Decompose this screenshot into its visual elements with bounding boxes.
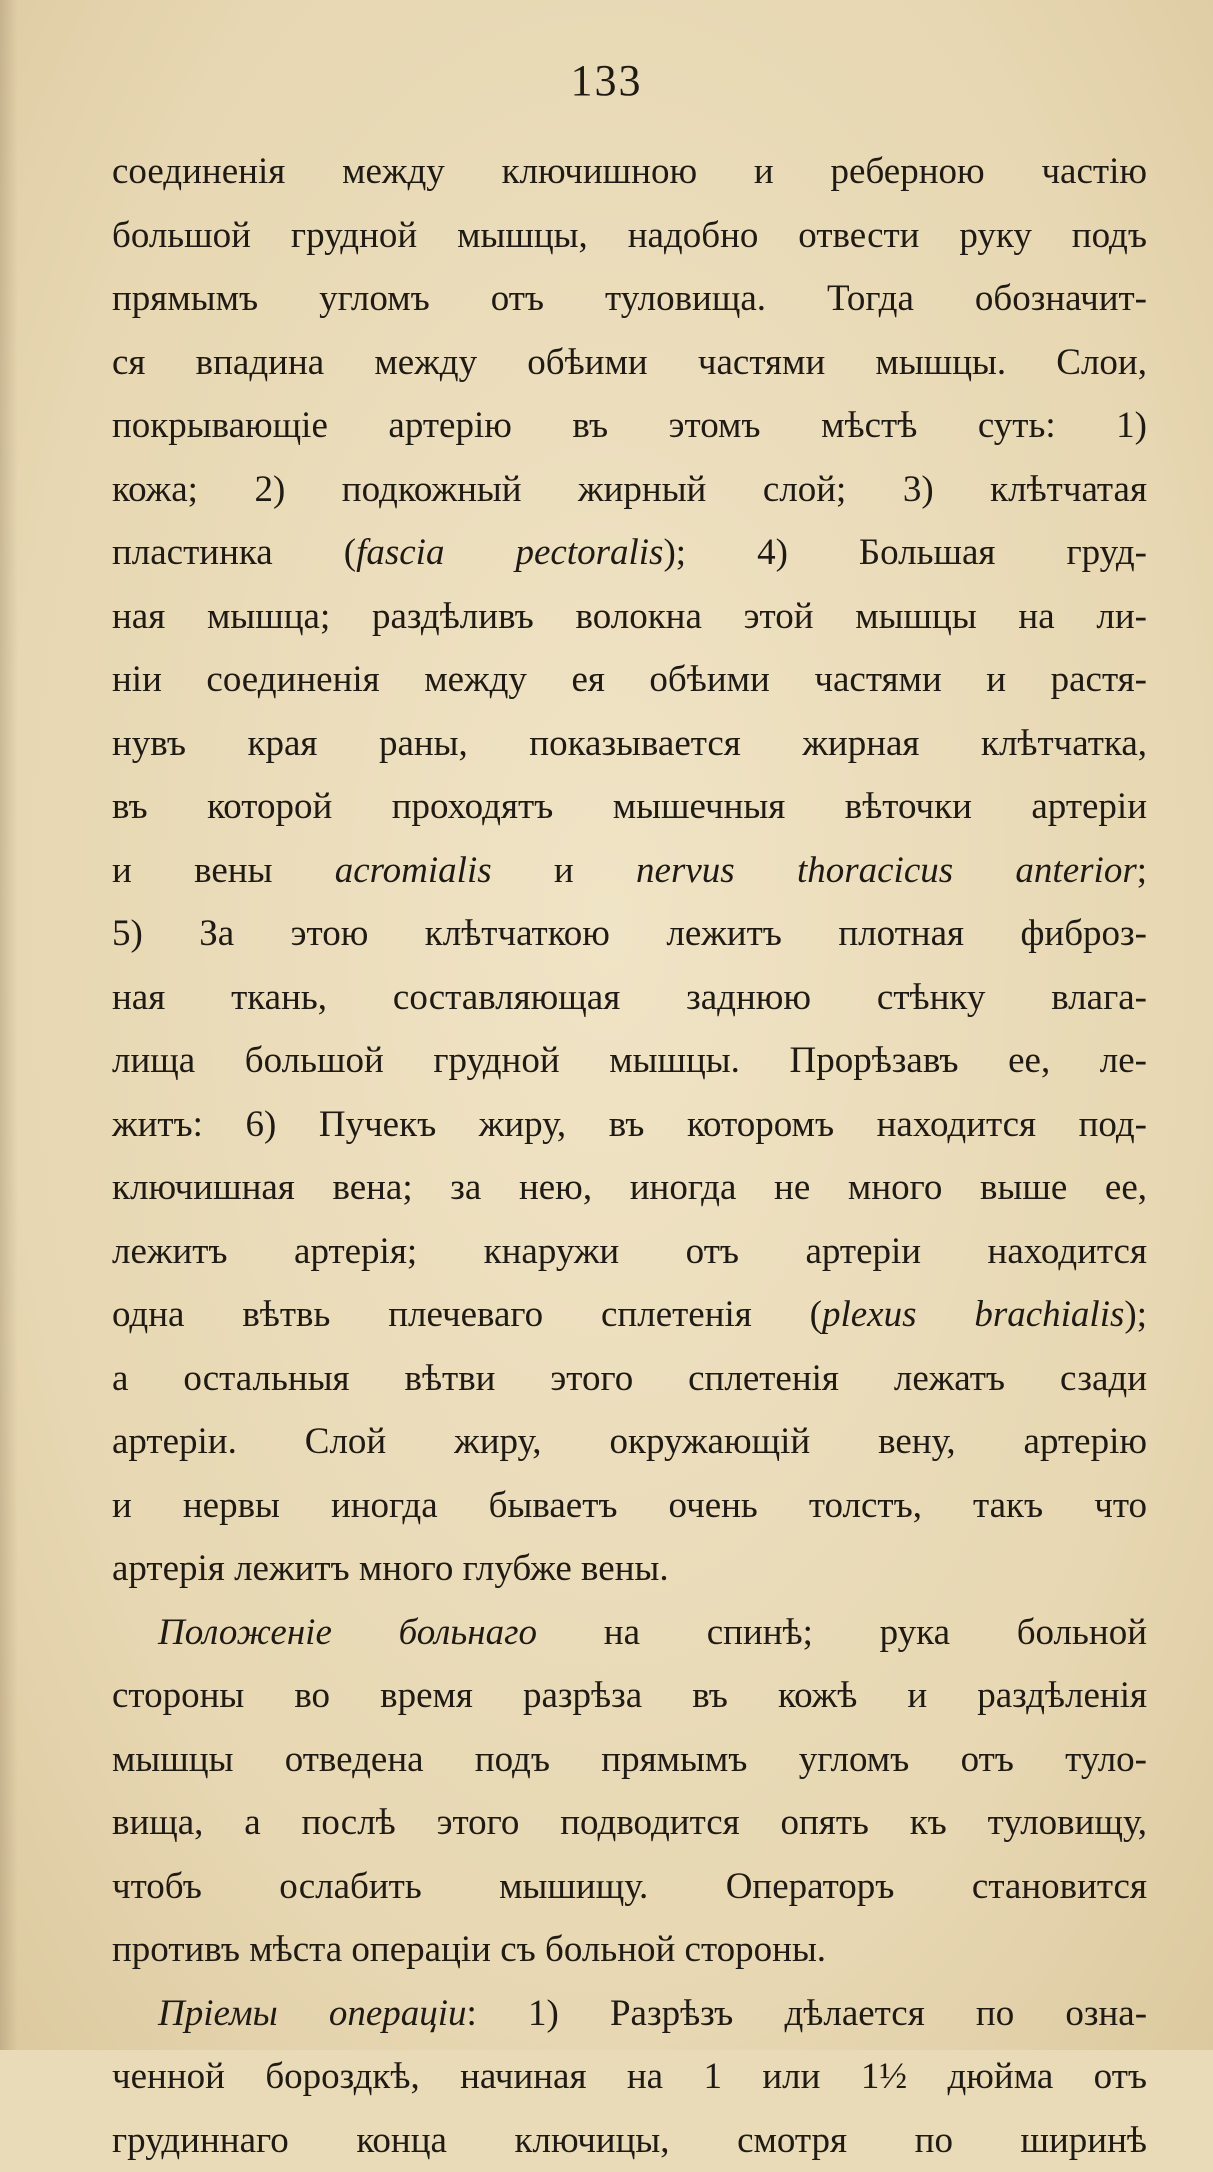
- text-line: житъ: 6) Пучекъ жиру, въ которомъ находится под-: [112, 1093, 1147, 1157]
- text-line: и вены acromialis и nervus thoracicus anterior;: [112, 839, 1147, 903]
- page-gutter-shadow: [0, 0, 18, 2050]
- text-line: покрывающіе артерію въ этомъ мѣстѣ суть: 1): [112, 394, 1147, 458]
- text-line: лежитъ артерія; кнаружи отъ артеріи находится: [112, 1220, 1147, 1284]
- text-line: лища большой грудной мышцы. Прорѣзавъ ее, ле-: [112, 1029, 1147, 1093]
- text-line: мышцы отведена подъ прямымъ угломъ отъ туло-: [112, 1728, 1147, 1792]
- text-line: Пріемы операціи: 1) Разрѣзъ дѣлается по озна-: [112, 1982, 1147, 2046]
- text-line: ся впадина между обѣими частями мышцы. Слои,: [112, 331, 1147, 395]
- body-text: [112, 140, 1147, 2172]
- text-line: артерія лежитъ много глубже вены.: [112, 1537, 1147, 1601]
- text-line: соединенія между ключишною и реберною частію: [112, 140, 1147, 204]
- text-line: противъ мѣста операціи съ больной стороны.: [112, 1918, 1147, 1982]
- text-line: и нервы иногда бываетъ очень толстъ, такъ что: [112, 1474, 1147, 1538]
- text-line: въ которой проходятъ мышечныя вѣточки артеріи: [112, 775, 1147, 839]
- text-line: пластинка (fascia pectoralis); 4) Большая груд-: [112, 521, 1147, 585]
- text-line: одна вѣтвь плечеваго сплетенія (plexus brachialis);: [112, 1283, 1147, 1347]
- text-line: Положеніе больнаго на спинѣ; рука больной: [112, 1601, 1147, 1665]
- text-line: стороны во время разрѣза въ кожѣ и раздѣленія: [112, 1664, 1147, 1728]
- text-line: ченной бороздкѣ, начиная на 1 или 1½ дюйма отъ: [112, 2045, 1147, 2109]
- text-line: нувъ края раны, показывается жирная клѣтчатка,: [112, 712, 1147, 776]
- text-line: кожа; 2) подкожный жирный слой; 3) клѣтчатая: [112, 458, 1147, 522]
- text-line: ключишная вена; за нею, иногда не много выше ее,: [112, 1156, 1147, 1220]
- text-line: а остальныя вѣтви этого сплетенія лежатъ сзади: [112, 1347, 1147, 1411]
- text-line: ніи соединенія между ея обѣими частями и растя-: [112, 648, 1147, 712]
- text-line: прямымъ угломъ отъ туловища. Тогда обозначит-: [112, 267, 1147, 331]
- text-line: ная ткань, составляющая заднюю стѣнку влага-: [112, 966, 1147, 1030]
- text-line: вища, а послѣ этого подводится опять къ туловищу,: [112, 1791, 1147, 1855]
- text-line: грудиннаго конца ключицы, смотря по ширинѣ: [112, 2109, 1147, 2172]
- text-line: большой грудной мышцы, надобно отвести руку подъ: [112, 204, 1147, 268]
- text-line: ная мышца; раздѣливъ волокна этой мышцы на ли-: [112, 585, 1147, 649]
- page-number: 133: [0, 55, 1213, 106]
- text-line: чтобъ ослабить мышищу. Операторъ становится: [112, 1855, 1147, 1919]
- text-line: артеріи. Слой жиру, окружающій вену, артерію: [112, 1410, 1147, 1474]
- text-line: 5) За этою клѣтчаткою лежитъ плотная фиброз-: [112, 902, 1147, 966]
